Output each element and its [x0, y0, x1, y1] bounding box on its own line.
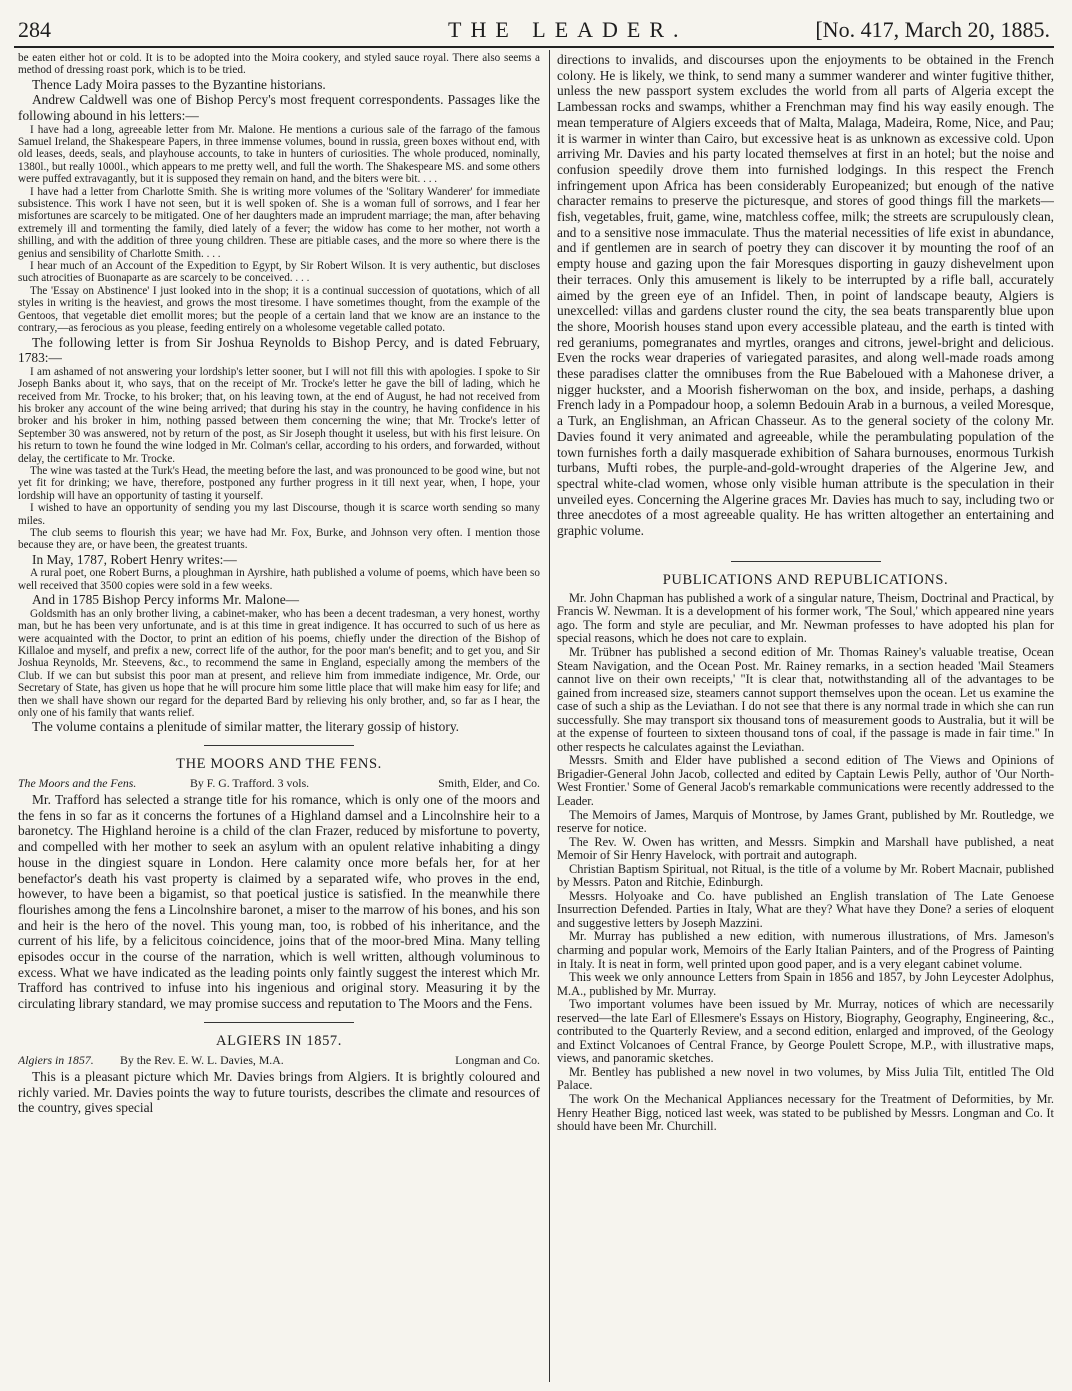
issue-date: [No. 417, March 20, 1885. [815, 17, 1050, 42]
publication-notice: Messrs. Holyoake and Co. have published an English translation of The Late Genoese Insurrection Defended. Parties in Italy, What are they? What have they Done? a series of eloquent and suggestive letters by Joseph Mazzini. [557, 888, 1054, 930]
book-publisher: Smith, Elder, and Co. [438, 776, 540, 791]
section-rule [204, 745, 354, 746]
book-title: The Moors and the Fens. [18, 776, 137, 791]
section-heading: PUBLICATIONS AND REPUBLICATIONS. [662, 571, 949, 588]
section-rule [731, 561, 881, 562]
page-number: 284 [18, 17, 51, 42]
publication-notice: The work On the Mechanical Appliances necessary for the Treatment of Deformities, by Mr. Henry Heather Bigg, noticed last week, was stated to be published by Messrs. Longman and Co. It should have been Mr. Churchill. [557, 1092, 1054, 1134]
book-title: Algiers in 1857. [18, 1052, 94, 1067]
section-heading: ALGIERS IN 1857. [216, 1032, 342, 1049]
masthead [14, 18, 1054, 42]
article-paragraph: The volume contains a plenitude of similar matter, the literary gossip of history. [32, 719, 459, 735]
quoted-letter: A rural poet, one Robert Burns, a ploughman in Ayrshire, hath published a volume of poems, which have been so well received that 3500 copies were sold in a few weeks. [18, 567, 540, 592]
quoted-letter: The 'Essay on Abstinence' I just looked into in the shop; it is a continual succession of quotations, which of all styles in writing is the heaviest, and grows the most tiresome. I have sometimes thought, from the example of the Gentoos, that vegetable diet emollit mores; but the people of a certain land that we know are an instance to the contrary,—as ferocious as you please, feeding entirely on a wholesome vegetable called potato. [18, 284, 540, 335]
newspaper-title: THE LEADER. [448, 17, 688, 42]
article-paragraph: The following letter is from Sir Joshua Reynolds to Bishop Percy, and is dated February, 1783:— [18, 334, 540, 366]
publication-notice: Christian Baptism Spiritual, not Ritual, is the title of a volume by Mr. Robert Macnair, published by Messrs. Paton and Ritchie, Edinburgh. [557, 861, 1054, 890]
header-rule [14, 46, 1054, 48]
book-author: By F. G. Trafford. 3 vols. [190, 776, 310, 791]
publication-notice: Mr. Bentley has published a new novel in two volumes, by Miss Julia Tilt, entitled The Old Palace. [557, 1064, 1054, 1093]
publication-notice: The Memoirs of James, Marquis of Montrose, by James Grant, published by Mr. Routledge, we reserve for notice. [557, 807, 1054, 836]
section-heading: THE MOORS AND THE FENS. [176, 756, 382, 773]
book-publisher: Longman and Co. [455, 1052, 540, 1067]
review-text-continued: directions to invalids, and discourses upon the enjoyments to be obtained in the French colony. He is likely, we think, to send many a summer wanderer and winter fugitive thither, unless the new passport system excludes the world from all parts of Algeria except the Lambessan rocks and swamps, whither a Frenchman may find his way easily enough. The mean temperature of Algiers exceeds that of Malta, Malaga, Madeira, Rome, Nice, and Pau; it is warmer in winter than Cairo, but excessive heat is as unknown as excessive cold. Upon arriving Mr. Davies and his party located themselves at first in an hotel; but the noise and confusion speedily drove them into furnished lodgings. In this respect the French infringement upon Africa has been considerably Europeanized; but enough of the native character remains to preserve the picturesque, and stores of good things fill the markets—fish, vegetables, fruit, game, wine, matchless coffee, milk; the streets are scrupulously clean, and to a sensitive nose immaculate. Thus the material necessities of life exist in abundance, and if gentlemen are in search of poetry they can discover it by mounting the roof of an empty house and gazing upon the fair Moresques disporting in gauzy dishevelment upon their terraces. Only this amusement is likely to be interrupted by a rifle ball, accurately aimed by the green eye of an Infidel. Then, in point of landscape beauty, Algiers is unexcelled: villas and gardens cluster round the city, the sea beats transparently blue upon the shore, Moorish houses stand upon every accessible plateau, and the earth is tinted with red geraniums, pomegranates and myrtles, oranges and citrons, jewel-bright and delicious. Even the rocks wear draperies of variegated parasites, and along well-made roads among these paradises clatter the omnibuses from the Rue Babeloued with a Mahonese driver, a nigger huckster, and a Moorish fisherwoman on the box, and inside, perhaps, a dashing French lady in a Pompadour hoop, a solemn Bedouin Arab in a burnous, a veiled Moresque, a Turk, an Englishman, an African Chasseur. As to the general society of the colony Mr. Davies found it very animated and agreeable, while the perambulating population of the town furnishes forth a daily masquerade exhibition of Sahara burnouses, enormous Turkish turbans, Mufti robes, the purple-and-gold-wrought draperies of the Algerine Jew, and spectral white-clad women, whose only visible human attribute is the speculation in their unveiled eyes. Concerning the Algerine graces Mr. Davies has much to say, including two or three anecdotes of a most agreeable quality. He has written altogether an entertaining and graphic volume. [557, 52, 1054, 539]
article-paragraph: Andrew Caldwell was one of Bishop Percy's most frequent correspondents. Passages like the following abound in his letters:— [18, 92, 540, 123]
publication-notice: The Rev. W. Owen has written, and Messrs. Simpkin and Marshall have published, a neat Memoir of Sir Henry Havelock, with portrait and autograph. [557, 834, 1054, 863]
publication-notice: Mr. Murray has published a new edition, with numerous illustrations, of Mrs. Jameson's charming and popular work, Memoirs of the Early Italian Painters, and of the Progress of Painting in Italy. It is neat in form, well printed upon good paper, and is a very elegant cabinet volume. [557, 929, 1054, 971]
quoted-letter: I wished to have an opportunity of sending you my last Discourse, though it is scarce worth sending so many miles. [18, 502, 540, 527]
publication-notice: Mr. John Chapman has published a work of a singular nature, Theism, Doctrinal and Practical, by Francis W. Newman. It is a development of his former work, 'The Soul,' which appeared nine years ago. The form and style are peculiar, and Mr. Newman professes to have adopted his plan for special reasons, which he does not care to explain. [557, 590, 1054, 646]
quoted-letter: The wine was tasted at the Turk's Head, the meeting before the last, and was pronounced to be good wine, but not yet fit for drinking; we have, therefore, postponed any further progress in it till next year, when, I hope, your lordship will have an opportunity of tasting it yourself. [18, 464, 540, 502]
article-paragraph: And in 1785 Bishop Percy informs Mr. Malone— [32, 592, 300, 608]
publication-notice: Two important volumes have been issued by Mr. Murray, notices of which are necessarily reserved—the late Earl of Ellesmere's Essays on History, Biography, Geography, Engineering, &c., contributed to the Quarterly Review, and a second edition, enlarged and improved, of the Geology and Extinct Volcanoes of Central France, by George Poulett Scrope, M.P., with illustrative maps, views, and panoramic sketches. [557, 997, 1054, 1066]
book-author: By the Rev. E. W. L. Davies, M.A. [120, 1052, 284, 1067]
publication-notice: This week we only announce Letters from Spain in 1856 and 1857, by John Leycester Adolphus, M.A., published by Mr. Murray. [557, 970, 1054, 998]
review-text: Mr. Trafford has selected a strange title for his romance, which is only one of the moors and the fens in so far as it concerns the fortunes of a Highland damsel and a Lincolnshire heir to a baronetcy. The Highland heroine is a child of the clan Frazer, reduced by misfortune to poverty, and compelled with her mother to seek an asylum with an opulent relative inhabiting a dingy house in the dingiest square in London. Here calamity once more befals her, for at her benefactor's death his vast property is claimed by a separated wife, who proves in the end, however, to have been a bigamist, so that poetical justice is satisfied. In the meanwhile there flourishes among the fens a Lincolnshire baronet, a miser to the marrow of his bones, and his son and heir is the hero of the novel. This young man, too, is robbed of his inheritance, and the current of his life, by a felicitous coincidence, joins that of the moor-bred Mina. Many telling episodes occur in the course of the narration, which is well written, although voluminous to excess. What we have indicated as the leading points only faintly suggest the interest which Mr. Trafford has contrived to infuse into his ingenious and original story. Measuring it by the circulating library standard, we may promise success and reputation to The Moors and the Fens. [18, 792, 540, 1012]
right-column [557, 52, 1054, 1382]
quoted-letter: Goldsmith has an only brother living, a cabinet-maker, who has been a decent tradesman, a very honest, worthy man, but he has been very unfortunate, and is at this time in great indigence. It has occurred to such of us here as were acquainted with the Doctor, to print an edition of his poems, chiefly under the direction of the Bishop of Killaloe and myself, and prefix a new, correct life of the author, for the poor man's benefit; and to get you, and Sir Joshua Reynolds, Mr. Steevens, &c., to recommend the same in England, especially among the members of the Club. If we can but subsist this poor man at present, and relieve him from immediate indigence, Mr. Orde, our Secretary of State, has given us hope that he will procure him some little place that will make him easy for life; and then we shall have shown our regard for the departed Bard by relieving his only brother, and, so far as I hear, the only one of his family that wants relief. [18, 607, 540, 720]
article-paragraph: be eaten either hot or cold. It is to be adopted into the Moira cookery, and styled sauce royal. There also seems a method of dressing roast pork, which is to be tried. [18, 52, 540, 77]
publication-notice: Messrs. Smith and Elder have published a second edition of The Views and Opinions of Brigadier-General John Jacob, collected and edited by Captain Lewis Pelly, author of 'Our North-West Frontier.' Some of General Jacob's remarkable communications were recently addressed to the Leader. [557, 753, 1054, 808]
column-divider [549, 50, 550, 1382]
article-paragraph: In May, 1787, Robert Henry writes:— [32, 551, 237, 567]
quoted-letter: The club seems to flourish this year; we have had Mr. Fox, Burke, and Johnson very often. I mention those because they are, or have been, the greatest truants. [18, 526, 540, 552]
article-paragraph: Thence Lady Moira passes to the Byzantine historians. [32, 76, 326, 92]
quoted-letter: I have had a letter from Charlotte Smith. She is writing more volumes of the 'Solitary Wanderer' for immediate subsistence. This work I have not seen, but it is well spoken of. She is a woman full of sorrows, and I fear her misfortunes are scarcely to be mitigated. One of her daughters made an imprudent marriage; the man, after behaving extremely ill and tormenting the family, died lately of a fever; the widow has come to her mother, not worth a shilling, and with the addition of three young children. These are pitiable cases, and the more so where there is the genius and sensibility of Charlotte Smith. . . . [18, 185, 540, 260]
publication-notice: Mr. Trübner has published a second edition of Mr. Thomas Rainey's valuable treatise, Ocean Steam Navigation, and the Ocean Post. Mr. Rainey remarks, in a section headed 'Mail Steamers cannot live on their own receipts,' "It is clear that, notwithstanding all of the advantages to be gained from increased size, steamers cannot support themselves upon the ocean. Let us examine the case of such a ship as the Leviathan. I do not see that there is any normal trade in which she can run successfully. She may transport six thousand tons of measurement goods to Australia, but it will be at the expense of fourteen to sixteen thousand tons of coal, if the passage is made in fair time." In other respects he calculates against the Leviathan. [557, 644, 1054, 754]
book-citation [18, 776, 540, 791]
book-citation [18, 1053, 540, 1068]
quoted-letter: I have had a long, agreeable letter from Mr. Malone. He mentions a curious sale of the farrago of the famous Samuel Ireland, the Shakespeare Papers, in three immense volumes, bound in russia, green boxes without end, with old leases, deeds, seals, and playhouse accounts, to take in hunters of curiosities. The whole produced, nominally, 1380l., but really 1000l., which appears to me pretty well, and full the worth. The Shakespeare MS. and some others were puffed extravagantly, but it is supposed they remain on hand, and the biters were bit. . . . [18, 123, 540, 186]
review-text: This is a pleasant picture which Mr. Davies brings from Algiers. It is brightly coloured and richly varied. Mr. Davies points the way to future tourists, describes the climate and resources of the country, gives special [18, 1068, 540, 1116]
section-rule [204, 1022, 354, 1023]
quoted-letter: I am ashamed of not answering your lordship's letter sooner, but I will not fill this with apologies. I spoke to Sir Joseph Banks about it, who says, that on the receipt of Mr. Trocke's letter he gave the bill of lading, which he received from Mr. Trocke, to his broker; that, on his leaving town, at the end of August, he had not received from his broker any account of the wine being arrived; that during his stay in the country, he having confidence in his broker and his broker in him, nothing passed between them concerning the wine; that Mr. Trocke's letter of September 30 was answered, not by return of the post, as Sir Joseph thought it useless, but with his first leisure. On his return to town he found the wine lodged in Mr. Colman's cellar, according to his orders, and forwarded, without delay, the certificate to Mr. Trocke. [18, 365, 540, 465]
quoted-letter: I hear much of an Account of the Expedition to Egypt, by Sir Robert Wilson. It is very authentic, but discloses such atrocities of Buonaparte as are scarcely to be conceived. . . . [18, 260, 540, 285]
left-column [18, 52, 540, 1382]
